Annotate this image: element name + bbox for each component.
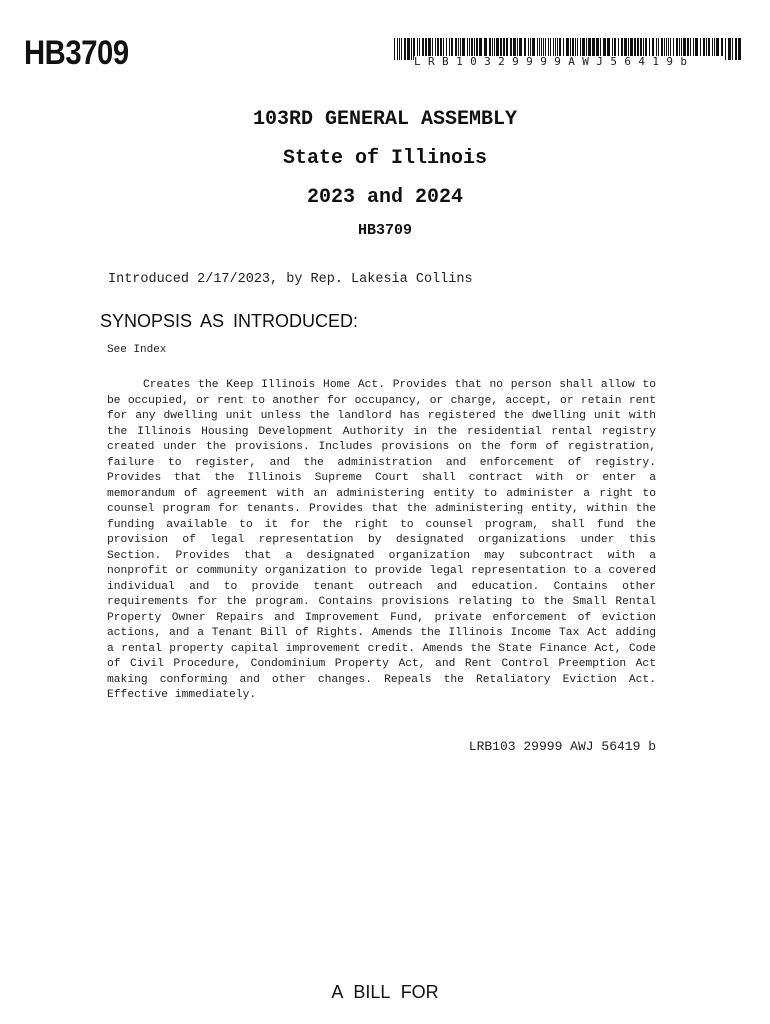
barcode-bar [738, 38, 741, 60]
barcode-bar [411, 38, 412, 60]
session-years: 2023 and 2024 [306, 186, 464, 209]
barcode-bar [404, 38, 406, 60]
barcode [394, 38, 742, 68]
barcode-bar [399, 38, 400, 60]
introduced-line: Introduced 2/17/2023, by Rep. Lakesia Collins [108, 272, 473, 287]
barcode-bar [728, 38, 731, 60]
see-index-label: See Index [107, 344, 167, 356]
barcode-bar [394, 38, 395, 60]
barcode-bar [397, 38, 398, 60]
a-bill-for-heading: A BILL FOR [331, 982, 439, 1002]
state-title: State of Illinois [282, 147, 488, 170]
barcode-bar [407, 38, 410, 60]
lrb-reference-code: LRB103 29999 AWJ 56419 b [468, 739, 656, 754]
assembly-title: 103RD GENERAL ASSEMBLY [252, 108, 518, 131]
synopsis-body: Creates the Keep Illinois Home Act. Provides that no person shall allow to be occupied, or rent to another for occupancy, or charge, accept, or retain rent for any dwelling unit unless the landlord has registered the dwelling unit with the Illinois Housing Development Authority in the residential rental registry created under the provisions. Includes provisions on the form of registration, failure to register, and the administration and enforcement of registry. Provides that the Illinois Supreme Court shall contract with or enter a memorandum of agreement with an administering entity to administer a right to counsel program for tenants. Provides that the administering entity, within the funding available to it for the right to counsel program, shall fund the provision of legal representation by designated organizations under this Section. Provides that a designated organization may subcontract with a nonprofit or community organization to provide legal representation to a covered individual and to provide tenant outreach and education. Contains other requirements for the program. Contains provisions relating to the Small Rental Property Owner Repairs and Improvement Fund, private enforcement of eviction actions, and a Tenant Bill of Rights. Amends the Illinois Income Tax Act adding a rental property capital improvement credit. Amends the State Finance Act, Code of Civil Procedure, Condominium Property Act, and Rent Control Preemption Act making conforming and other changes. Repeals the Retaliatory Eviction Act. Effective immediately. [107, 379, 656, 701]
bill-id-heading: HB3709 [24, 34, 129, 72]
barcode-bar [732, 38, 733, 60]
barcode-text: LRB10329999AWJ56419b [414, 56, 724, 68]
bill-number: HB3709 [357, 222, 412, 239]
barcode-bar [725, 38, 726, 60]
barcode-bar [735, 38, 737, 60]
synopsis-heading: SYNOPSIS AS INTRODUCED: [100, 311, 359, 331]
barcode-bar [401, 38, 402, 60]
